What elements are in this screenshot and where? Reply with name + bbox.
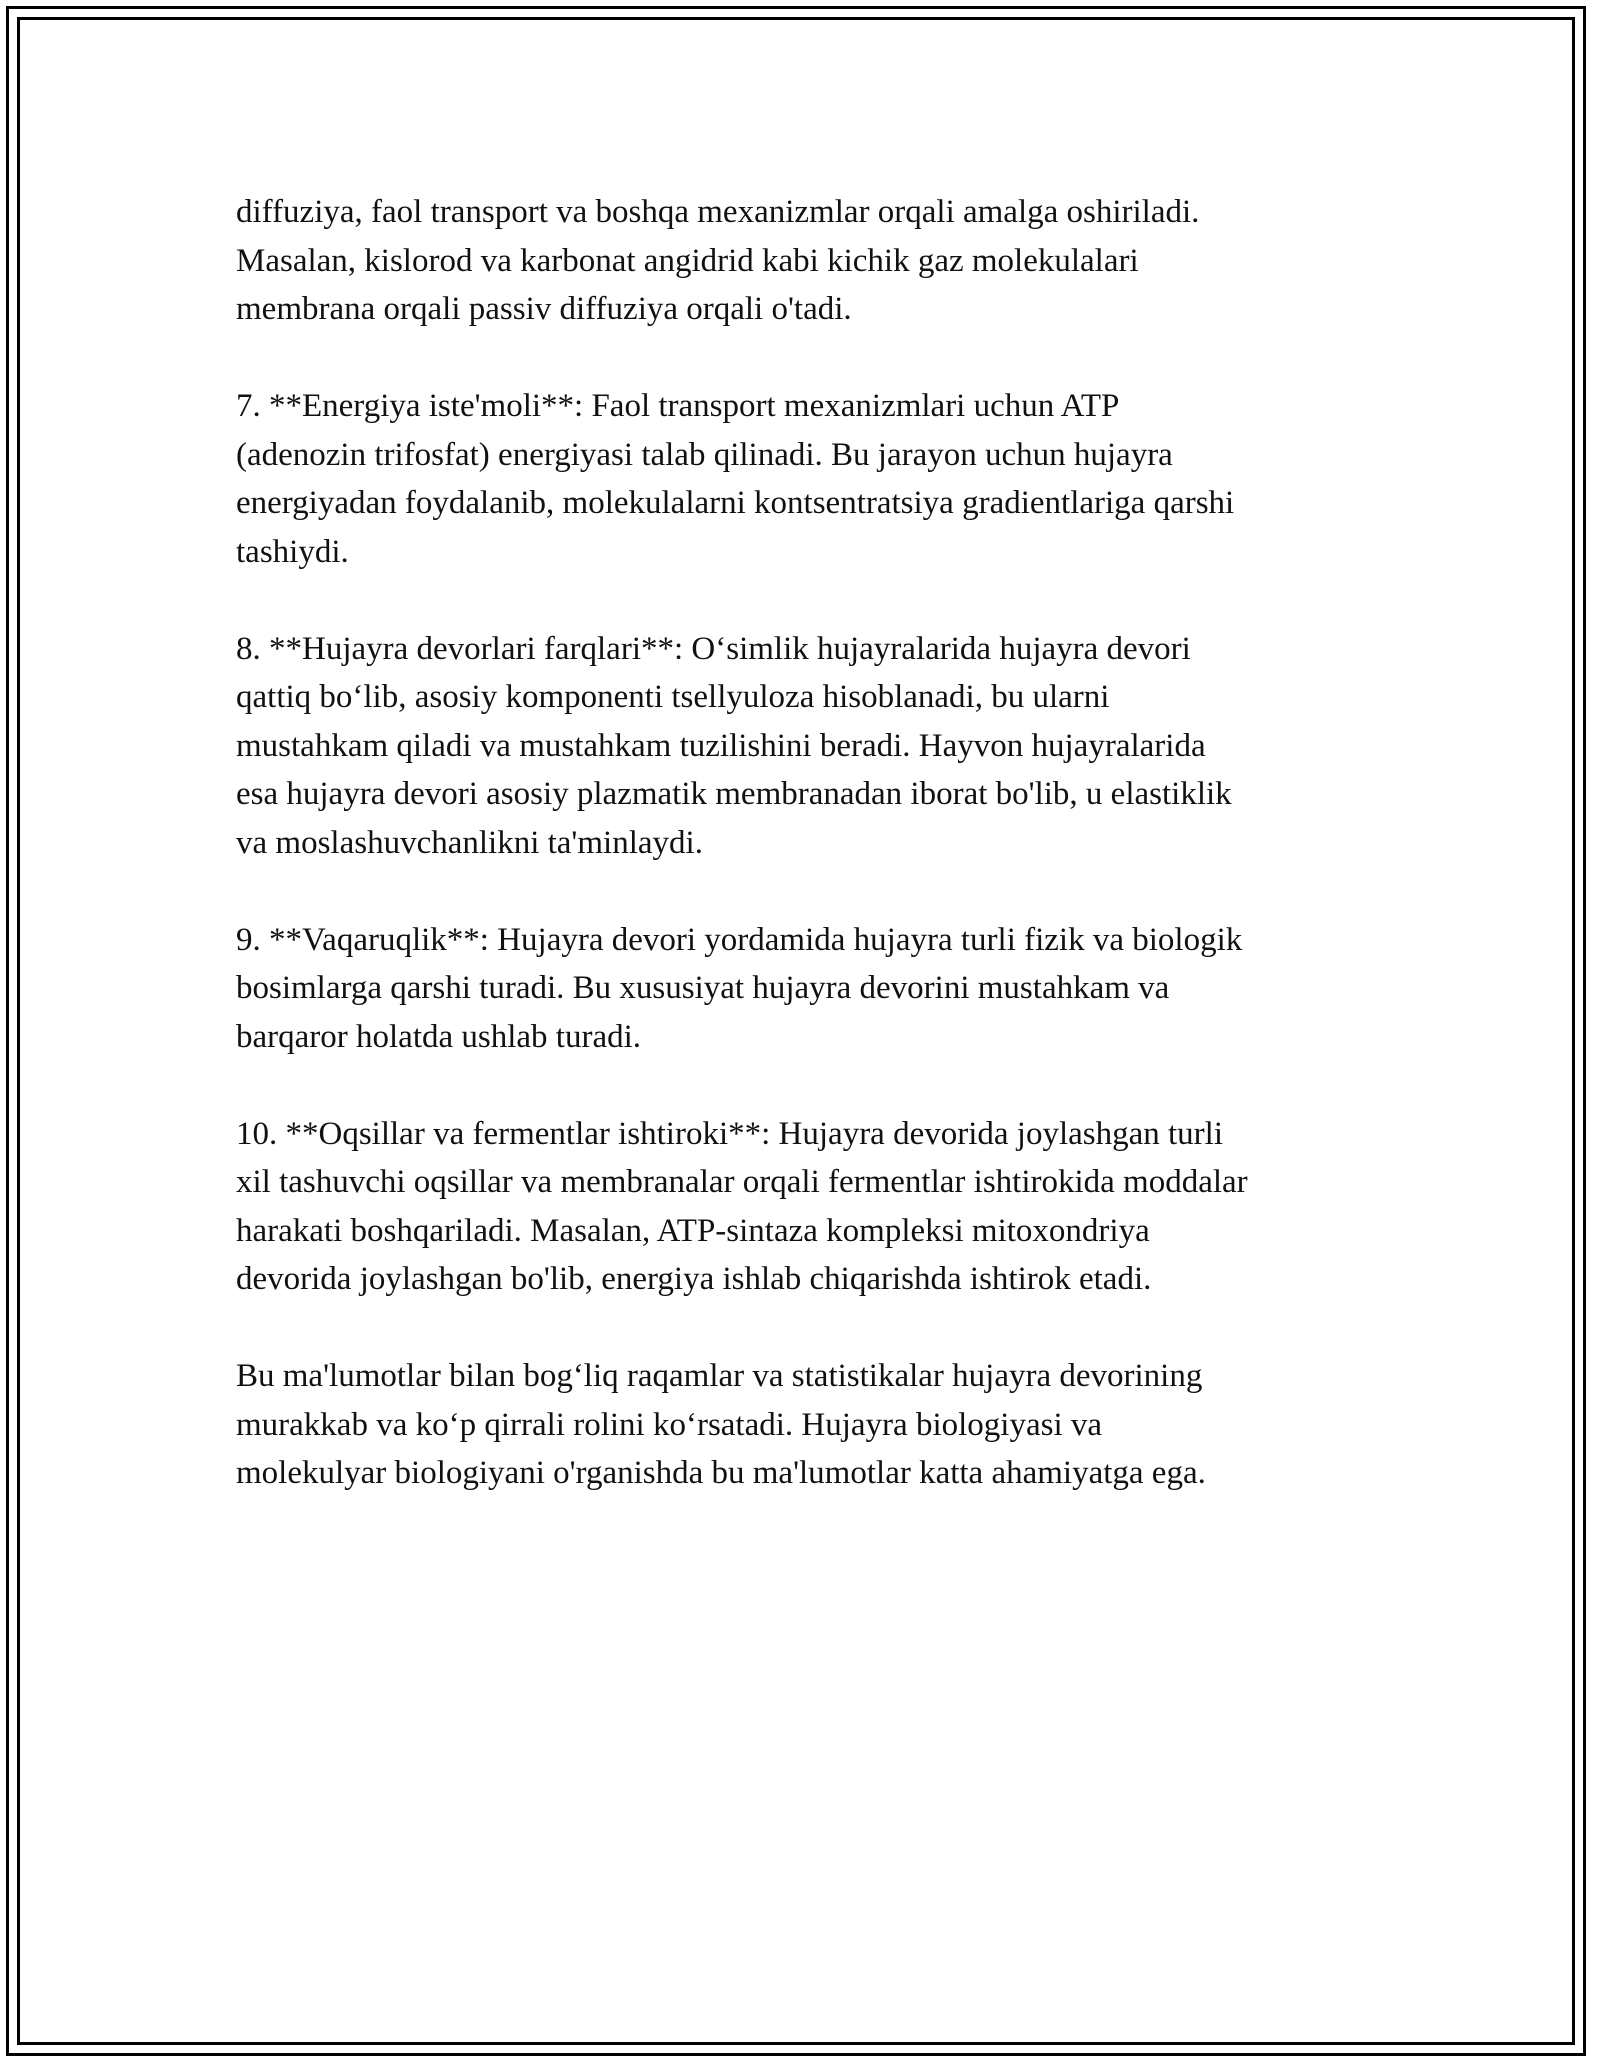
- paragraph-item-10-proteins: 10. **Oqsillar va fermentlar ishtiroki**: Hujayra devorida joylashgan turli xil tashuvchi oqsillar va membranalar orqali fermentlar ishtirokida moddalar harakati boshqariladi. Masalan, ATP-sintaza kompleksi mitoxondriya devorida joylashgan bo'lib, energiya ishlab chiqarishda ishtirok etadi.: [236, 1115, 1248, 1297]
- paragraph-item-7-energy: 7. **Energiya iste'moli**: Faol transport mexanizmlari uchun ATP (adenozin trifosfat) energiyasi talab qilinadi. Bu jarayon uchun hujayra energiyadan foydalanib, molekulalarni kontsentratsiya gradientlariga qarshi tashiydi.: [236, 388, 1235, 570]
- paragraph-item-8-cell-walls: 8. **Hujayra devorlari farqlari**: O‘simlik hujayralarida hujayra devori qattiq bo‘lib, asosiy komponenti tsellyuloza hisoblanadi, bu ularni mustahkam qiladi va mustahkam tuzilishini beradi. Hayvon hujayralarida esa hujayra devori asosiy plazmatik membranadan iborat bo'lib, u elastiklik va moslashuvchanlikni ta'minlaydi.: [236, 630, 1232, 861]
- paragraph-diffusion-continuation: diffuziya, faol transport va boshqa mexanizmlar orqali amalga oshiriladi. Masalan, kislorod va karbonat angidrid kabi kichik gaz molekulalari membrana orqali passiv diffuziya orqali o'tadi.: [236, 194, 1200, 327]
- document-body: [236, 188, 1376, 1546]
- paragraph-conclusion: Bu ma'lumotlar bilan bog‘liq raqamlar va statistikalar hujayra devorining murakkab va ko‘p qirrali rolini ko‘rsatadi. Hujayra biologiyasi va molekulyar biologiyani o'rganishda bu ma'lumotlar katta ahamiyatga ega.: [236, 1358, 1206, 1491]
- paragraph-item-9-rigidity: 9. **Vaqaruqlik**: Hujayra devori yordamida hujayra turli fizik va biologik bosimlarga qarshi turadi. Bu xususiyat hujayra devorini mustahkam va barqaror holatda ushlab turadi.: [236, 921, 1243, 1055]
